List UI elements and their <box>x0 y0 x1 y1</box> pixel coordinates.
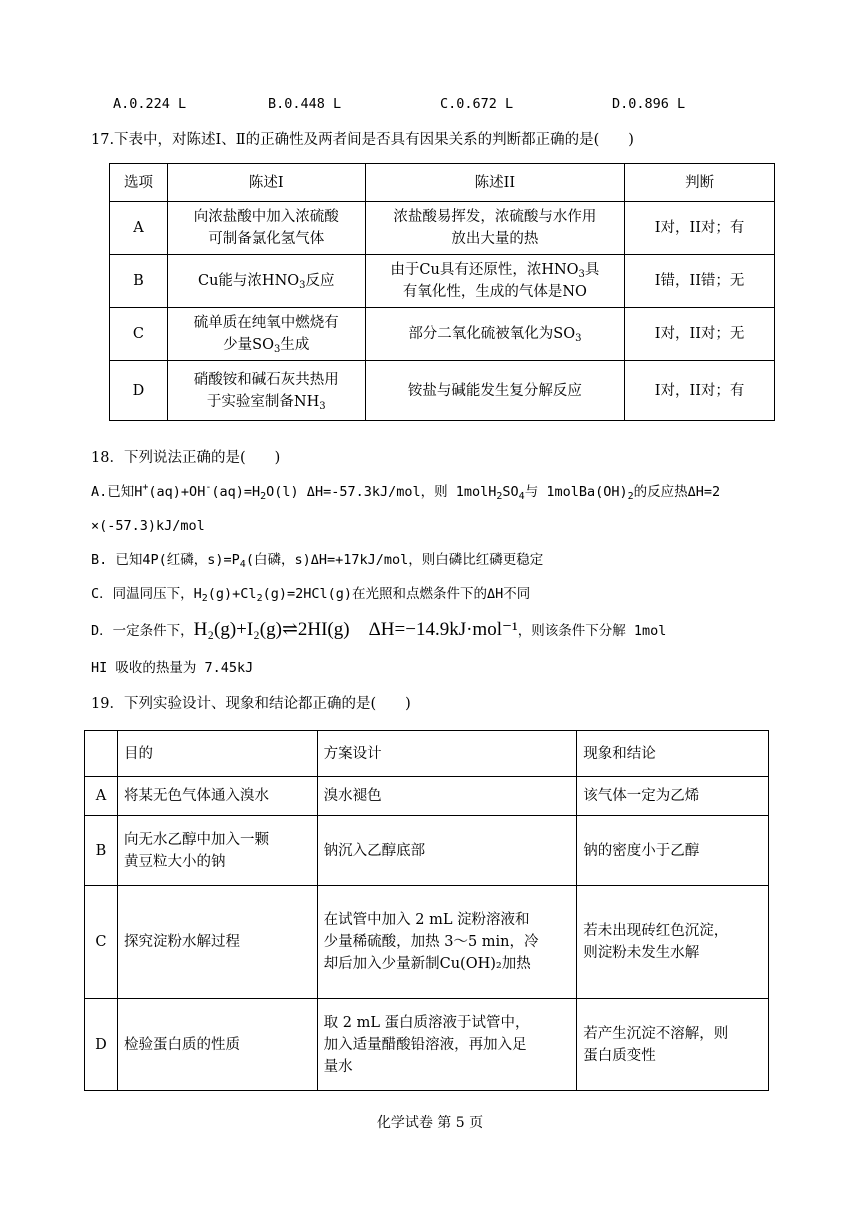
q18-equation: H₂(g)+I₂(g)⇌2HI(g) ΔH=−14.9kJ·mol⁻¹ <box>193 619 518 640</box>
q19-row-c-plan: 在试管中加入 2 mL 淀粉溶液和 少量稀硫酸，加热 3～5 min，冷 却后加入少量新制Cu(OH)₂加热 <box>317 886 577 999</box>
q19-row-b-aim: 向无水乙醇中加入一颗 黄豆粒大小的钠 <box>117 816 317 886</box>
q17-row-b-statement1: Cu能与浓$HNO_3$反应 <box>167 255 365 308</box>
q19-header-row <box>85 731 769 777</box>
q19-header-plan: 方案设计 <box>317 731 577 777</box>
q19-row-a-result: 该气体一定为乙烯 <box>577 777 769 816</box>
q17-row-a-option: A <box>110 202 168 255</box>
q18-option-d: D．一定条件下，H₂(g)+I₂(g)⇌2HI(g) ΔH=−14.9kJ·mol⁻¹，则该条件下分解 1mol <box>91 619 667 640</box>
page-footer: 化学试卷 第 5 页 <box>376 1115 484 1131</box>
q19-row-d-result: 若产生沉淀不溶解，则 蛋白质变性 <box>577 999 769 1091</box>
q17-row-c-statement2: 部分二氧化硫被氧化为$SO_3$ <box>365 308 625 361</box>
q18-option-b: B. 已知4P(红磷，$s)=P_4$(白磷，s)ΔH=+17kJ/mol，则白磷比红磷更稳定 <box>91 552 544 570</box>
q19-row-a-option: A <box>85 777 118 816</box>
q19-header-result: 现象和结论 <box>577 731 769 777</box>
q17-row-a-statement1: 向浓盐酸中加入浓硫酸 可制备氯化氢气体 <box>167 202 365 255</box>
q17-row-a-judgement: I对，II对；有 <box>625 202 775 255</box>
q17-row-c-judgement: I对，II对；无 <box>625 308 775 361</box>
q18-option-a: A.已知$H^+(aq)+OH^-(aq)=H_2O(l)$ ΔH=-57.3kJ/mol，则 $1molH_2SO_4$与 $1molBa(OH)_2$的反应热ΔH=2 <box>91 482 721 502</box>
q19-row-a-plan: 溴水褪色 <box>317 777 577 816</box>
q19-row-c-option: C <box>85 886 118 999</box>
q19-stem: 19．下列实验设计、现象和结论都正确的是( ) <box>91 696 411 712</box>
q17-row-d <box>110 361 775 421</box>
q17-row-a-statement2: 浓盐酸易挥发，浓硫酸与水作用 放出大量的热 <box>365 202 625 255</box>
q16-option-c: C.0.672 L <box>440 96 514 112</box>
q19-row-d-option: D <box>85 999 118 1091</box>
q17-header-row <box>110 164 775 202</box>
q17-row-c-statement1: 硫单质在纯氧中燃烧有 少量$SO_3$生成 <box>167 308 365 361</box>
q19-table <box>84 730 769 1091</box>
q18-stem: 18．下列说法正确的是( ) <box>91 450 281 466</box>
q19-row-b-plan: 钠沉入乙醇底部 <box>317 816 577 886</box>
q19-row-d-plan: 取 2 mL 蛋白质溶液于试管中， 加入适量醋酸铅溶液，再加入足 量水 <box>317 999 577 1091</box>
q19-row-c <box>85 886 769 999</box>
q17-header-statement2: 陈述II <box>365 164 625 202</box>
q17-table <box>109 163 775 421</box>
q16-option-d: D.0.896 L <box>612 96 686 112</box>
q17-header-statement1: 陈述I <box>167 164 365 202</box>
q18-option-a-cont: ×(-57.3)kJ/mol <box>91 518 205 534</box>
q16-option-b: B.0.448 L <box>268 96 342 112</box>
q17-row-c <box>110 308 775 361</box>
q19-row-d-aim: 检验蛋白质的性质 <box>117 999 317 1091</box>
q17-row-b <box>110 255 775 308</box>
q17-header-judgement: 判断 <box>625 164 775 202</box>
q17-row-d-option: D <box>110 361 168 421</box>
q17-header-option: 选项 <box>110 164 168 202</box>
q17-row-a <box>110 202 775 255</box>
q19-row-c-result: 若未出现砖红色沉淀， 则淀粉未发生水解 <box>577 886 769 999</box>
q16-option-a: A.0.224 L <box>113 96 187 112</box>
q17-row-d-statement2: 铵盐与碱能发生复分解反应 <box>365 361 625 421</box>
q19-row-b <box>85 816 769 886</box>
q19-row-d <box>85 999 769 1091</box>
q19-header-aim: 目的 <box>117 731 317 777</box>
q17-row-b-judgement: I错，II错；无 <box>625 255 775 308</box>
q18-option-c: C．同温同压下，$H_2(g)+Cl_2(g)=2HCl(g)$在光照和点燃条件下的ΔH不同 <box>91 586 531 604</box>
q18-option-d-cont: HI 吸收的热量为 7.45kJ <box>91 660 254 676</box>
q19-row-c-aim: 探究淀粉水解过程 <box>117 886 317 999</box>
q17-row-b-statement2: 由于Cu具有还原性，浓$HNO_3$具 有氧化性，生成的气体是NO <box>365 255 625 308</box>
q17-row-c-option: C <box>110 308 168 361</box>
q19-row-b-result: 钠的密度小于乙醇 <box>577 816 769 886</box>
q19-row-b-option: B <box>85 816 118 886</box>
q17-row-d-statement1: 硝酸铵和碱石灰共热用 于实验室制备$NH_3$ <box>167 361 365 421</box>
q17-row-b-option: B <box>110 255 168 308</box>
q19-header-blank <box>85 731 118 777</box>
q17-row-d-judgement: I对，II对；有 <box>625 361 775 421</box>
q19-row-a <box>85 777 769 816</box>
q17-stem: 17.下表中，对陈述Ⅰ、Ⅱ的正确性及两者间是否具有因果关系的判断都正确的是( ) <box>91 132 634 148</box>
q19-row-a-aim: 将某无色气体通入溴水 <box>117 777 317 816</box>
